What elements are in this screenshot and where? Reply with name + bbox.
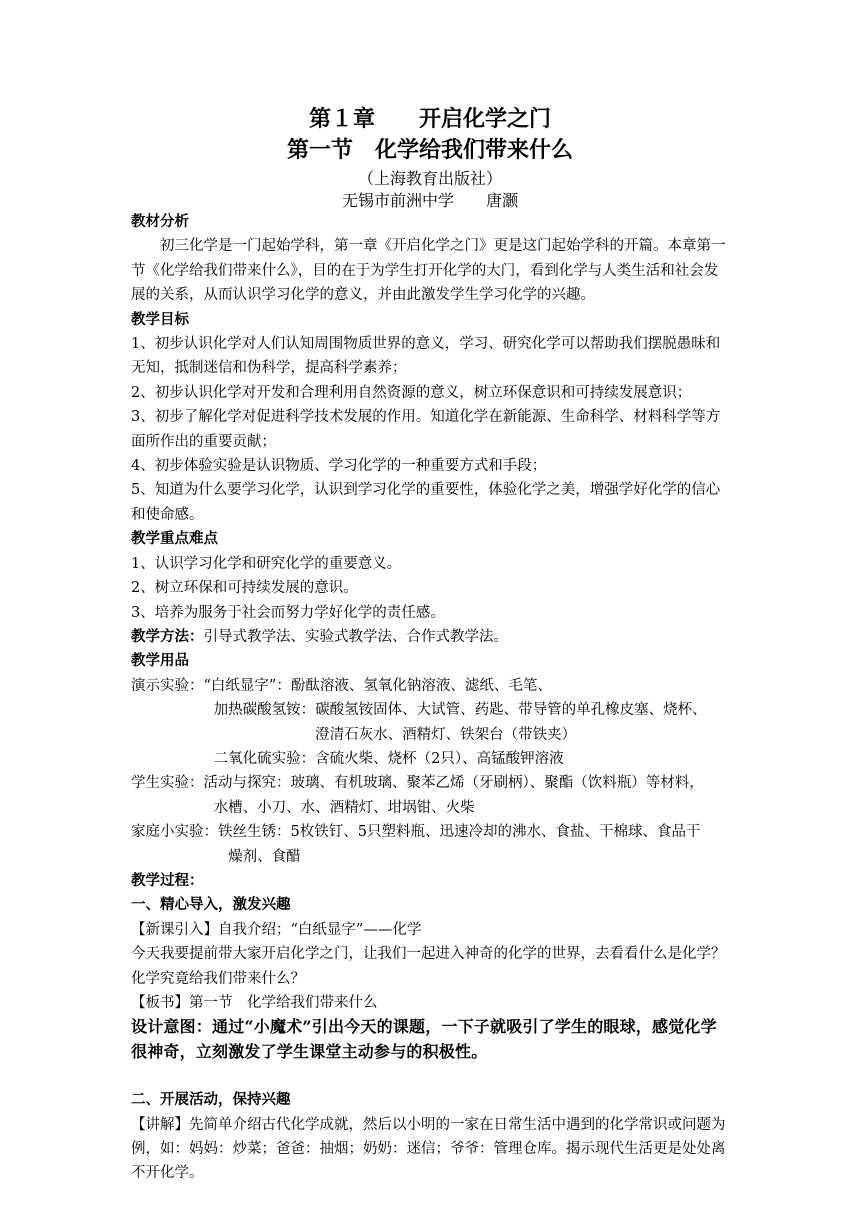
board-label: 【板书】 — [131, 995, 189, 1011]
key-point-item: 2、树立环保和可持续发展的意识。 — [131, 580, 358, 597]
goal-item: 2、初步认识化学对开发和合理利用自然资源的意义，树立环保意识和可持续发展意识； — [131, 384, 692, 401]
title-block — [0, 104, 860, 212]
explain-paragraph — [131, 1113, 731, 1186]
key-point-item: 1、认识学习化学和研究化学的重要意义。 — [131, 555, 402, 572]
design-intent: 设计意图：通过“小魔术”引出今天的课题，一下子就吸引了学生的眼球，感觉化学很神奇，立刻激发了学生课堂主动参与的积极性。 — [131, 1017, 717, 1061]
explain-text: 先简单介绍古代化学成就，然后以小明的一家在日常生活中遇到的化学常识或问题为例，如：妈妈：炒菜；爸爸：抽烟；奶奶：迷信；爷爷：管理仓库。揭示现代生活更是处处离不开化学。 — [131, 1116, 726, 1182]
materials-student-1-cont: 水槽、小刀、水、酒精灯、坩埚钳、火柴 — [213, 799, 475, 816]
materials-demo-1: 演示实验：“白纸显字”：酚酞溶液、氢氧化钠溶液、滤纸、毛笔、 — [131, 677, 552, 694]
materials-demo-3: 二氧化硫实验：含硫火柴、烧杯（2只）、高锰酸钾溶液 — [213, 750, 564, 767]
materials-heading: 教学用品 — [131, 652, 189, 670]
author-line: 无锡市前洲中学 唐灏 — [341, 191, 518, 210]
key-point-item: 3、培养为服务于社会而努力学好化学的责任感。 — [131, 604, 445, 621]
process-part1-heading: 一、精心导入，激发兴趣 — [131, 896, 291, 914]
section-title: 第一节 化学给我们带来什么 — [286, 137, 573, 163]
analysis-heading: 教材分析 — [131, 213, 189, 230]
materials-home-1: 家庭小实验：铁丝生锈：5枚铁钉、5只塑料瓶、迅速冷却的沸水、食盐、干棉球、食品干 — [131, 824, 701, 841]
board-text: 第一节 化学给我们带来什么 — [189, 995, 378, 1011]
intro-label: 【新课引入】 — [131, 921, 218, 938]
chapter-title: 第１章 开启化学之门 — [308, 106, 551, 132]
goals-heading: 教学目标 — [131, 310, 189, 328]
explain-label: 【讲解】 — [131, 1116, 189, 1133]
key-points-heading: 教学重点难点 — [131, 530, 218, 548]
process-heading: 教学过程： — [131, 871, 204, 889]
process-part2-heading: 二、开展活动，保持兴趣 — [131, 1091, 291, 1109]
goal-item: 1、初步认识化学对人们认知周围物质世界的意义，学习、研究化学可以帮助我们摆脱愚昧和无知，抵制迷信和伪科学，提高科学素养； — [131, 336, 721, 377]
spacer — [131, 1064, 731, 1088]
materials-demo-2-cont: 澄清石灰水、酒精灯、铁架台（带铁夹） — [315, 726, 577, 743]
materials-student-1: 学生实验：活动与探究：玻璃、有机玻璃、聚苯乙烯（牙刷柄）、聚酯（饮料瓶）等材料， — [131, 775, 704, 792]
goal-item: 5、知道为什么要学习化学，认识到学习化学的重要性，体验化学之美，增强学好化学的信心和使命感。 — [131, 482, 721, 523]
methods-text: 引导式教学法、实验式教学法、合作式教学法。 — [203, 628, 508, 645]
board-line — [131, 991, 731, 1015]
materials-home-1-cont: 燥剂、食醋 — [228, 848, 301, 865]
intro-text: 自我介绍；“白纸显字”——化学 — [218, 921, 422, 938]
materials-demo-2: 加热碳酸氢铵：碳酸氢铵固体、大试管、药匙、带导管的单孔橡皮塞、烧杯、 — [213, 702, 707, 719]
document-body — [131, 210, 731, 1186]
methods-heading: 教学方法： — [131, 627, 204, 645]
goal-item: 4、初步体验实验是认识物质、学习化学的一种重要方式和手段； — [131, 458, 547, 475]
publisher-line: （上海教育出版社） — [357, 169, 502, 188]
analysis-text: 初三化学是一门起始学科，第一章《开启化学之门》更是这门起始学科的开篇。本章第一节《化学给我们带来什么》，目的在于为学生打开化学的大门，看到化学与人类生活和社会发展的关系，从而认识学习化学的意义，并由此激发学生学习化学的兴趣。 — [131, 238, 726, 304]
intro-line — [131, 918, 731, 942]
goal-item: 3、初步了解化学对促进科学技术发展的作用。知道化学在新能源、生命科学、材料科学等方面所作出的重要贡献； — [131, 409, 721, 450]
methods-line — [131, 625, 731, 649]
intro-paragraph: 今天我要提前带大家开启化学之门，让我们一起进入神奇的化学的世界，去看看什么是化学？化学究竟给我们带来什么？ — [131, 946, 726, 987]
